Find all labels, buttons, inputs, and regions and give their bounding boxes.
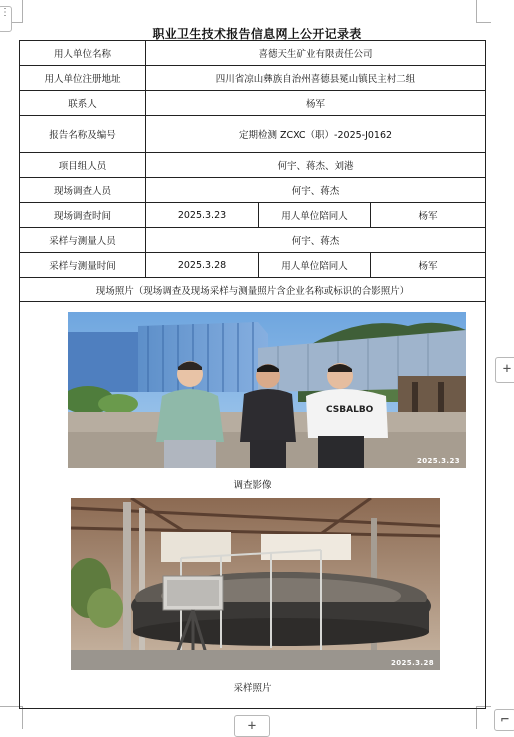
sampling-time-label: 采样与测量时间 <box>20 253 146 278</box>
survey-staff-value: 何宇、蒋杰 <box>146 178 486 203</box>
record-table <box>19 40 486 709</box>
report-value: 定期检测 ZCXC（职）-2025-J0162 <box>146 116 486 153</box>
photo-timestamp: 2025.3.23 <box>416 457 460 465</box>
photos-cell <box>20 302 486 709</box>
table-row <box>20 228 486 253</box>
page-title: 职业卫生技术报告信息网上公开记录表 <box>152 27 362 41</box>
table-row <box>20 91 486 116</box>
report-label: 报告名称及编号 <box>20 116 146 153</box>
page-corner-mark <box>476 706 491 729</box>
survey-staff-label: 现场调查人员 <box>20 178 146 203</box>
sampling-escort-value: 杨军 <box>371 253 486 278</box>
photo-timestamp: 2025.3.28 <box>390 659 434 667</box>
table-row <box>20 153 486 178</box>
sampling-photo-caption: 采样照片 <box>233 683 272 694</box>
survey-time-label: 现场调查时间 <box>20 203 146 228</box>
team-value: 何宇、蒋杰、刘港 <box>146 153 486 178</box>
survey-escort-label: 用人单位陪同人 <box>259 203 371 228</box>
table-row <box>20 203 486 228</box>
resize-handle-icon[interactable]: ⌐ <box>494 709 514 731</box>
table-row <box>20 66 486 91</box>
drag-handle-icon[interactable]: ⋮ <box>0 6 12 32</box>
table-row <box>20 178 486 203</box>
sampling-time-value: 2025.3.28 <box>146 253 259 278</box>
survey-escort-value: 杨军 <box>371 203 486 228</box>
photos-header: 现场照片（现场调查及现场采样与测量照片含企业名称或标识的合影照片） <box>20 278 486 302</box>
add-row-plus-icon[interactable]: + <box>234 715 270 737</box>
survey-photo-caption: 调查影像 <box>233 480 272 491</box>
sampling-escort-label: 用人单位陪同人 <box>259 253 371 278</box>
add-column-plus-icon[interactable]: + <box>495 357 514 383</box>
photos-area <box>20 302 485 708</box>
table-row <box>20 116 486 153</box>
contact-value: 杨军 <box>146 91 486 116</box>
sampling-staff-label: 采样与测量人员 <box>20 228 146 253</box>
svg-text:CSBALBO: CSBALBO <box>326 405 374 415</box>
table-row <box>20 41 486 66</box>
survey-time-value: 2025.3.23 <box>146 203 259 228</box>
survey-photo <box>68 312 466 468</box>
team-label: 项目组人员 <box>20 153 146 178</box>
sampling-staff-value: 何宇、蒋杰 <box>146 228 486 253</box>
table-row <box>20 278 486 302</box>
employer-name-label: 用人单位名称 <box>20 41 146 66</box>
contact-label: 联系人 <box>20 91 146 116</box>
table-row <box>20 302 486 709</box>
page-corner-mark <box>0 706 23 729</box>
employer-name-value: 喜德天生矿业有限责任公司 <box>146 41 486 66</box>
sampling-photo <box>71 498 440 670</box>
employer-address-label: 用人单位注册地址 <box>20 66 146 91</box>
page-corner-mark <box>476 0 491 23</box>
employer-address-value: 四川省凉山彝族自治州喜德县冕山镇民主村二组 <box>146 66 486 91</box>
table-row <box>20 253 486 278</box>
